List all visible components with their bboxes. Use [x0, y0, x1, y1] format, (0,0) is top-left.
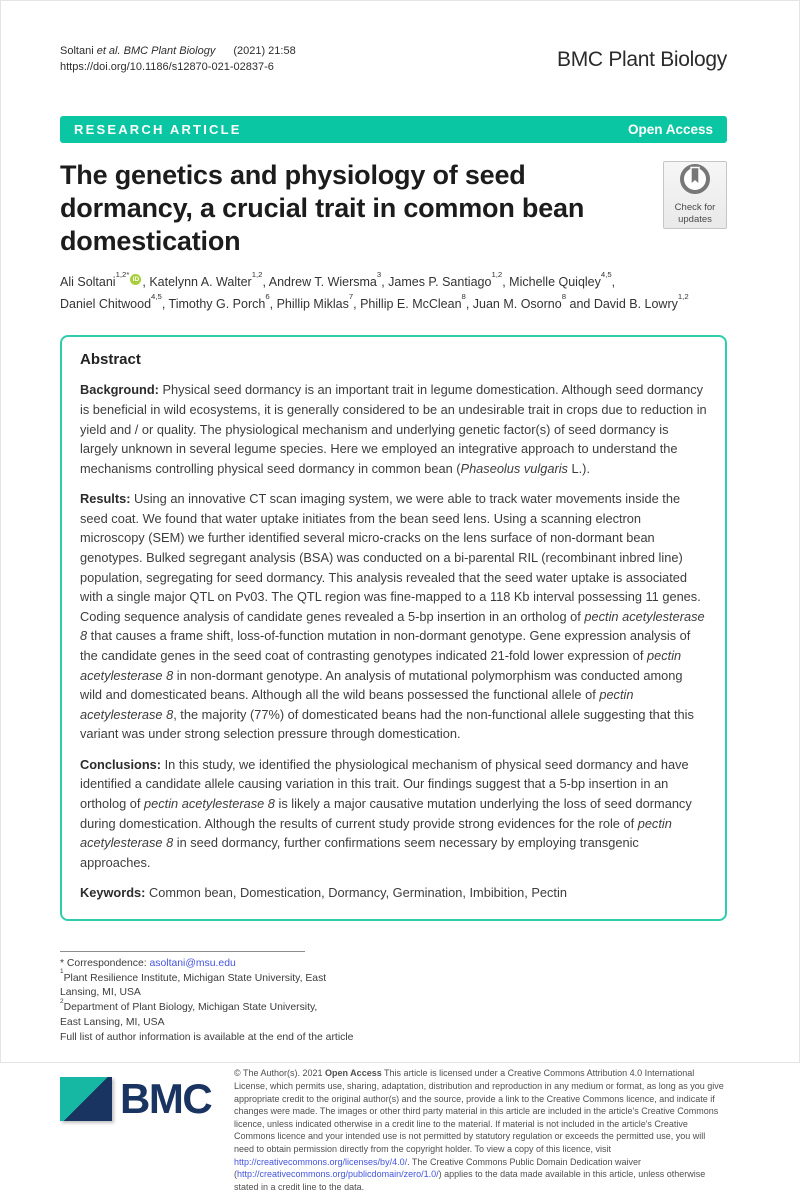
text-segment: ) applies to the data made available in this article, unless otherwise stated in a credit line to the data. [234, 1169, 706, 1192]
text-segment: L.). [567, 460, 590, 476]
text-segment: in seed dormancy, further confirmations seem necessary by employing transgenic approaches. [80, 835, 639, 870]
superscript: 8 [461, 291, 466, 301]
doi-link[interactable]: https://doi.org/10.1186/s12870-021-02837-6 [60, 60, 274, 73]
text-segment: Phaseolus vulgaris [460, 460, 568, 476]
text-segment: pectin acetylesterase 8 [80, 608, 705, 644]
superscript: 1,2 [677, 291, 689, 301]
results-text [80, 491, 705, 741]
text-segment: (2021) 21:58 [233, 45, 296, 57]
affiliation-2 [60, 997, 336, 1031]
text-segment: © The Author(s). 2021 [234, 1068, 326, 1079]
journal-name: BMC Plant Biology [557, 48, 727, 71]
text-segment: , James P. Santiago [381, 274, 492, 289]
text-segment: Department of Plant Biology, Michigan State University, East Lansing, MI, USA [60, 1002, 318, 1028]
text-segment: Physical seed dormancy is an important trait in legume domestication. Although seed dormancy is beneficial in wild ecosystems, it is generally considered to be an undesirable trait in crops due to reduction in yield and / or quality. The physiological mechanism and underlying genetic factor(s) of seed dormancy is largely unknown in several legume species. Here we employed an integrative approach to understand the mechanisms controlling physical seed dormancy in common bean ( [80, 382, 707, 476]
article-type-banner [60, 116, 727, 143]
superscript: 8 [561, 291, 567, 301]
abstract-keywords [80, 883, 707, 903]
research-article-label: RESEARCH ARTICLE [74, 121, 242, 137]
title-row [60, 159, 727, 258]
citation-line [60, 44, 296, 60]
text-segment: , Phillip Miklas [269, 296, 349, 311]
text-segment: , [611, 274, 616, 289]
superscript: 3 [376, 269, 382, 279]
text-segment: This article is licensed under a Creative Commons Attribution 4.0 International License, which permits use, sharing, adaptation, distribution and reproduction in any medium or format, as long as you give appropriate credit to the original author(s) and the source, provide a link to the Creative Commons licence, and indicate if changes were made. The images or other third party material in this article are included in the article's Creative Commons licence, unless indicated otherwise in a credit line to the material. If material is not included in the article's Creative Commons licence and your intended use is not permitted by statutory regulation or exceeds the permitted use, you will need to obtain permission directly from the copyright holder. To view a copy of this licence, visit [234, 1068, 724, 1155]
correspondence-line [60, 957, 727, 972]
conclusions-label: Conclusions: [80, 756, 162, 772]
check-for-updates-badge[interactable] [663, 161, 727, 229]
hyperlink[interactable]: http://creativecommons.org/publicdomain/zero/1.0/ [237, 1169, 439, 1180]
abstract-box [60, 335, 727, 920]
background-label: Background: [80, 382, 159, 398]
text-segment: In this study, we identified the physiological mechanism of physical seed dormancy and have identified a candidate allele causing variation in this trait. Our findings suggest that a 5-bp insertion in an ortholog of [80, 756, 689, 811]
abstract-conclusions [80, 755, 707, 872]
orcid-icon[interactable]: iD [130, 274, 141, 285]
author-list [60, 269, 700, 316]
text-segment: that causes a frame shift, loss-of-function mutation in non-dormant genotype. Gene expression analysis of the candidate genes in the seed coat of contrasting genotypes indicated 21-fold lower expression of [80, 628, 691, 663]
text-segment: , Juan M. Osorno [465, 296, 562, 311]
footnotes [60, 957, 727, 1046]
superscript: 1,2 [251, 269, 263, 279]
superscript: 1,2 [491, 269, 503, 279]
text-segment: , Phillip E. McClean [353, 296, 462, 311]
bmc-logo-text: BMC [120, 1075, 212, 1123]
text-segment: Ali Soltani [60, 274, 116, 289]
text-segment: , Michelle Quiqley [502, 274, 601, 289]
text-segment: , Katelynn A. Walter [142, 274, 252, 289]
text-segment: Common bean, Domestication, Dormancy, Germination, Imbibition, Pectin [145, 885, 567, 901]
abstract-results [80, 489, 707, 744]
hyperlink[interactable]: asoltani@msu.edu [149, 957, 236, 969]
license-text [218, 1067, 727, 1193]
keywords-label: Keywords: [80, 885, 146, 901]
superscript: 2 [60, 997, 64, 1005]
text-segment: Plant Resilience Institute, Michigan State University, East Lansing, MI, USA [60, 972, 327, 999]
hyperlink[interactable]: http://creativecommons.org/licenses/by/4.0/ [234, 1156, 408, 1167]
superscript: 1 [60, 967, 64, 975]
bmc-logo [60, 1075, 218, 1123]
affiliation-1 [60, 967, 336, 1002]
text-segment: , Andrew T. Wiersma [262, 274, 377, 289]
page-title: The genetics and physiology of seed dormancy, a crucial trait in common bean domestication [60, 159, 585, 256]
text-segment: pectin acetylesterase 8 [80, 687, 634, 722]
text-segment: is likely a major causative mutation underlying the loss of seed dormancy during domestication. Although the results of current study provide strong evidences for the role of [80, 796, 692, 831]
bmc-logo-icon [60, 1077, 112, 1121]
text-segment: Open Access [325, 1068, 382, 1079]
superscript: 4,5 [151, 291, 162, 301]
check-badge-line1: Check for [674, 202, 716, 213]
abstract-heading: Abstract [80, 351, 141, 369]
text-segment: pectin acetylesterase 8 [144, 796, 275, 811]
text-segment: Soltani [60, 45, 97, 57]
text-segment: pectin acetylesterase 8 [80, 647, 682, 683]
superscript: 7 [348, 291, 354, 301]
superscript: 4,5 [600, 269, 612, 279]
check-badge-text [675, 202, 716, 226]
page-footer [60, 1067, 727, 1193]
text-segment: pectin acetylesterase 8 [80, 815, 672, 851]
check-badge-line2: updates [678, 213, 712, 225]
superscript: 1,2* [115, 269, 130, 279]
text-segment: in non-dormant genotype. An analysis of mutational polymorphism was conducted among wild and domesticated beans. Although all the wild beans possessed the functional allele of [80, 667, 683, 703]
text-segment: Daniel Chitwood [60, 296, 152, 311]
conclusions-text [80, 757, 692, 870]
text-segment: et al. BMC Plant Biology [96, 45, 216, 57]
text-segment: . The Creative Commons Public Domain Dedication waiver ( [234, 1156, 642, 1180]
open-access-label[interactable]: Open Access [627, 121, 713, 137]
citation-block [60, 44, 296, 76]
background-text [80, 382, 707, 475]
page-header [60, 44, 727, 76]
abstract-background [80, 380, 707, 478]
superscript: 6 [265, 291, 270, 301]
text-segment: Using an innovative CT scan imaging system, we were able to track water movements inside the seed coat. We found that water uptake initiates from the bean seed lens. Using a scanning electron microscopy (SEM) we further identified several micro-cracks on the lens surface of non-dormant bean genotypes. Bulked segregant analysis (BSA) was conducted on a bi-parental RIL (recombinant inbred line) population, segregating for seed dormancy. This analysis revealed that the seed water uptake is associated with a single major QTL on Pv03. The QTL region was fine-mapped to a 118 Kb interval possessing 11 genes. Coding sequence analysis of candidate genes revealed a 5-bp insertion in an ortholog of [80, 491, 701, 624]
text-segment: , Timothy G. Porch [161, 296, 266, 311]
text-segment: * Correspondence: [60, 957, 150, 969]
results-label: Results: [80, 491, 131, 507]
text-segment: , the majority (77%) of domesticated beans had the non-functional allele suggesting that this variant was under strong selection pressure through domestication. [80, 706, 694, 742]
crossmark-bookmark-icon [680, 164, 710, 199]
text-segment: and David B. Lowry [566, 296, 678, 311]
full-author-info-note: Full list of author information is available at the end of the article [60, 1031, 354, 1043]
keywords-text [145, 885, 567, 900]
footnote-divider [60, 951, 305, 952]
